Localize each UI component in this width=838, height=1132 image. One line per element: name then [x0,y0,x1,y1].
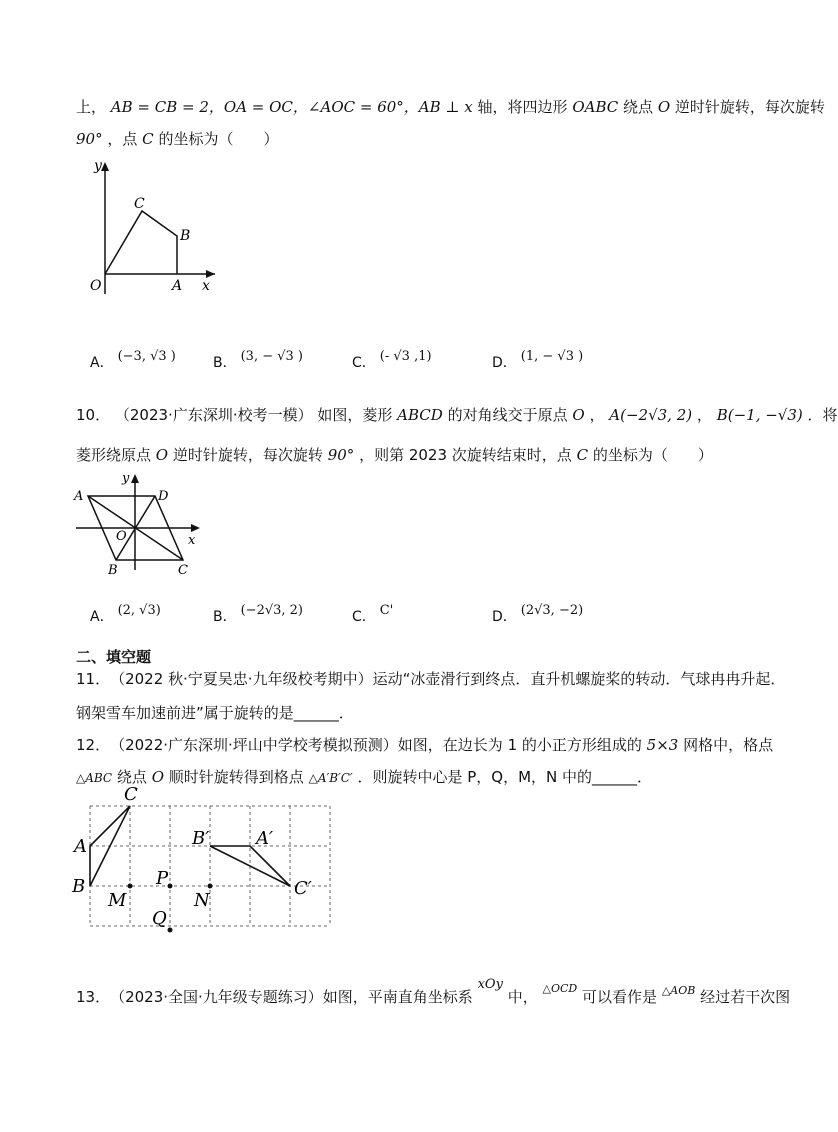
q9-choice-d[interactable]: D． (1, − √3 ) [492,349,584,371]
q10-label-y: y [122,471,130,486]
q9-line2: 90° ，点 C 的坐标为（ ） [76,130,279,148]
q12-label-Q: Q [152,908,167,929]
q9-math-conditions: AB = CB = 2，OA = OC，∠AOC = 60°，AB ⊥ x [110,98,473,116]
q10-label-C: C [178,563,188,578]
q10-choice-a[interactable]: A． (2, √3) [90,603,161,625]
q10-choice-d[interactable]: D． (2√3, −2) [492,603,584,625]
q9-figure [70,156,230,296]
q12-line2: △ABC 绕点 O 顺时针旋转得到格点 △A′B′C′ ．则旋转中心是 P，Q，M，N 中的______． [76,768,653,786]
q12-label-C2: C′ [294,878,312,899]
q12-label-M: M [108,890,127,911]
q9-label-C: C [134,196,145,212]
q10-label-O: O [116,529,127,544]
q11-line2: 钢架雪车加速前进”属于旋转的是______． [76,704,354,722]
q12-grid-figure [70,784,340,940]
section-fill-in-title: 二、填空题 [76,648,152,666]
q10-choice-c[interactable]: C． C' [352,603,394,625]
q10-label-D: D [158,489,169,504]
q9-label-x: x [202,278,210,294]
q12-label-P: P [156,868,169,889]
q10-label-B: B [108,563,118,578]
q10-label-x: x [188,533,196,548]
q9-label-y: y [94,158,102,174]
q9-choice-c[interactable]: C． (- √3 ,1) [352,349,432,371]
q12-label-A: A [74,836,87,857]
q9-label-O: O [90,278,102,294]
q10-figure [70,470,210,576]
q9-label-A: A [172,278,183,294]
q10-choice-b[interactable]: B． (−2√3, 2) [213,603,304,625]
q12-label-N: N [194,890,210,911]
q12-line1: 12． （2022·广东深圳·坪山中学校考模拟预测）如图，在边长为 1 的小正方形组成的 5×3 网格中，格点 [76,736,774,754]
q12-label-B2: B′ [192,828,210,849]
q12-label-C: C [124,784,138,805]
q12-label-B: B [72,876,86,897]
q10-line2: 菱形绕原点 O 逆时针旋转，每次旋转 90° ，则第 2023 次旋转结束时，点 C 的坐标为（ ） [76,446,713,464]
q11-line1: 11． （2022 秋·宁夏吴忠·九年级校考期中）运动“冰壶滑行到终点．直升机螺旋桨的转动．气球冉冉升起． [76,670,786,688]
q9-choice-b[interactable]: B． (3, − √3 ) [213,349,304,371]
q12-label-A2: A′ [256,828,274,849]
q10-label-A: A [74,489,84,504]
q9-choice-a[interactable]: A． (−3, √3 ) [90,349,176,371]
q9-line1: 上， AB = CB = 2，OA = OC，∠AOC = 60°，AB ⊥ x 轴，将四边形 OABC 绕点 O 逆时针旋转，每次旋转 [76,98,825,116]
q10-line1: 10． （2023·广东深圳·校考一模） 如图，菱形 ABCD 的对角线交于原点 O ， A(−2√3, 2) ， B(−1, −√3) ．将 [76,406,838,424]
q13-line1: 13． （2023·全国·九年级专题练习）如图，平南直角坐标系 xOy 中， $^{\triangle OCD}$ 可以看作是 $^{\triangle AOB}$ 经过若干次图 [76,977,791,1006]
q9-label-B: B [180,228,191,244]
